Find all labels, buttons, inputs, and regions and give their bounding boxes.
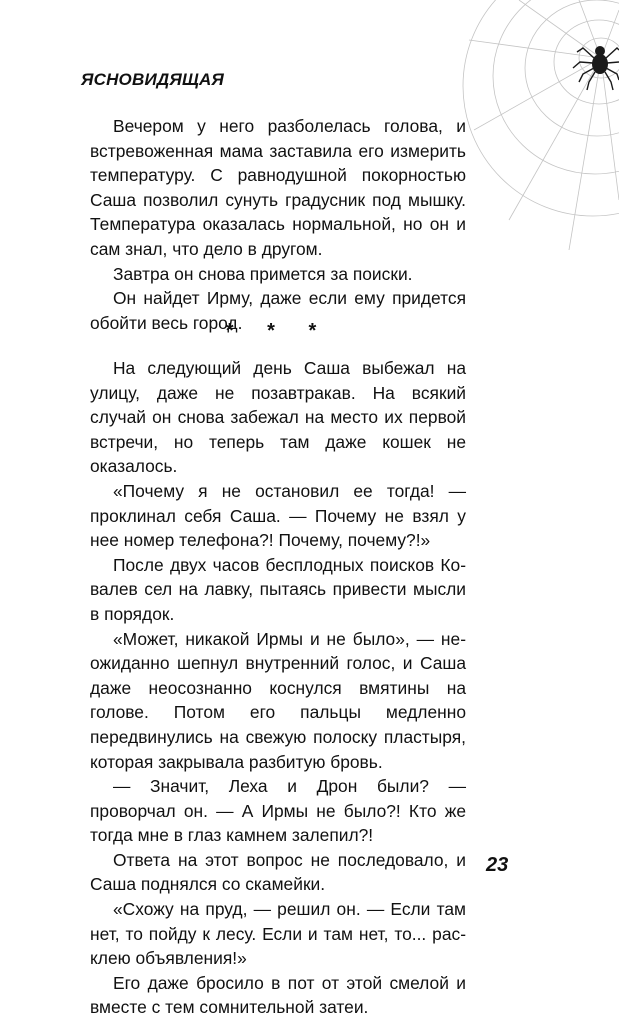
paragraph: Ответа на этот вопрос не последовало, и Саша поднялся со скамейки. [90,849,466,895]
paragraph: Он найдет Ирму, даже если ему придется обойти весь город. [90,288,466,333]
page-number: 23 [486,854,509,876]
paragraph: После двух часов бесплодных поисков Ковалев сел на лавку, пытаясь привести мысли в порядок. [90,554,466,624]
paragraph: «Схожу на пруд, — решил он. — Если там нет, то пойду к лесу. Если и там нет, то... расклею объявления!» [90,899,466,969]
paragraph: «Может, никакой Ирмы и не было», — неожиданно шепнул внутренний голос, и Саша даже неосознанно коснулся вмятины на голове. Потом его пальцы медленно передвинулись на свежую полоску пластыря, которая закрывала разбитую бровь. [90,628,466,772]
spider-web-icon [449,0,619,250]
paragraph: «Почему я не остановил ее тогда! — проклинал себя Саша. — Почему не взял у нее номер телефона?! Почему, почему?!» [90,480,466,551]
running-title: ЯСНОВИДЯЩАЯ [81,70,225,89]
paragraph: Вечером у него разболелась голова, и встревоженная мама заставила его измерить температуру. С равнодушной покорностью Саша позволил сунуть градусник под мышку. Температура оказалась нормальной, но он и сам знал, что дело в другом. [90,116,466,259]
paragraph: Его даже бросило в пот от этой смелой и вместе с тем сомнительной затеи. [90,972,466,1018]
text-block-1 [90,114,466,335]
text-block-2 [90,356,466,1020]
paragraph: На следующий день Саша выбежал на улицу, даже не позавтракав. На всякий случай он снова забежал на место их первой встречи, но теперь там даже кошек не оказалось. [90,358,466,477]
section-separator: * * * [225,320,331,342]
paragraph: — Значит, Леха и Дрон были? — проворчал он. — А Ирмы не было?! Кто же тогда мне в глаз камнем залепил?! [90,776,466,846]
paragraph: Завтра он снова примется за поиски. [113,263,413,284]
